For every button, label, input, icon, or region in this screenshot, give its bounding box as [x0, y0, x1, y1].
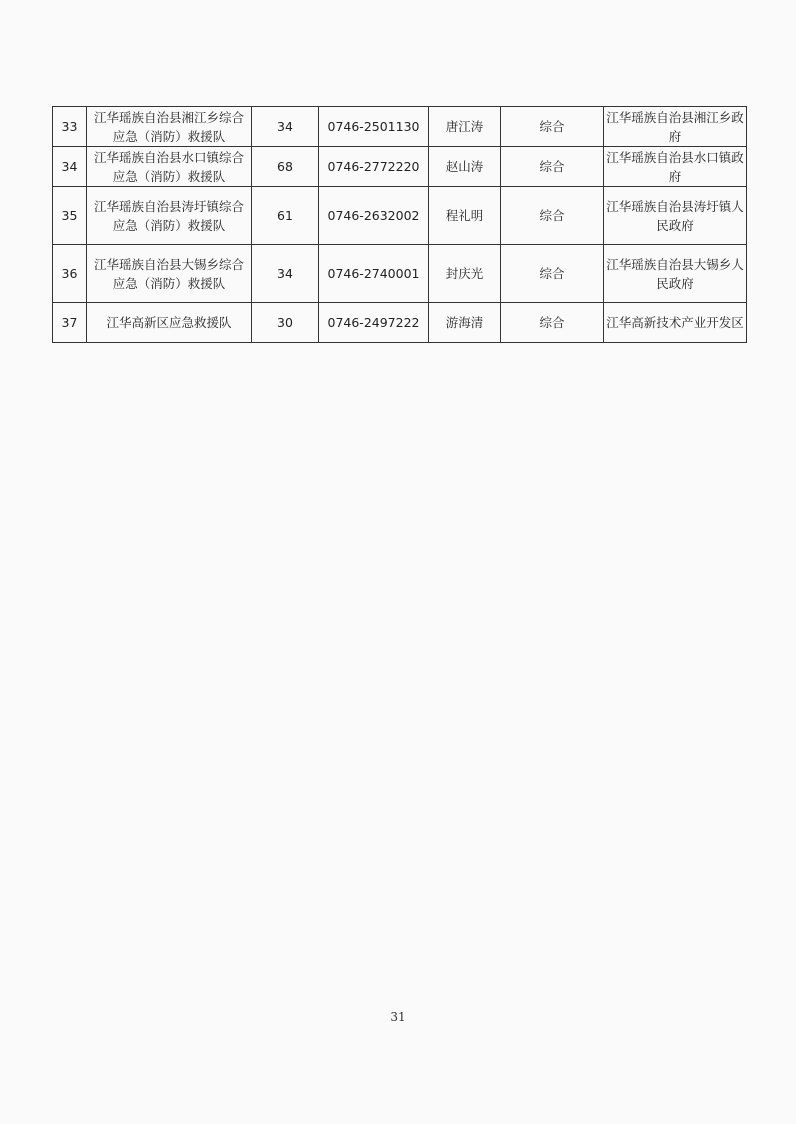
rescue-team-table [52, 106, 747, 343]
phone-number: 0746-2632002 [319, 187, 429, 245]
team-type: 综合 [501, 187, 604, 245]
table-row [53, 187, 747, 245]
contact-person: 游海清 [429, 303, 501, 343]
managing-unit: 江华瑶族自治县涛圩镇人民政府 [604, 187, 747, 245]
table-row [53, 107, 747, 147]
member-count: 34 [252, 107, 319, 147]
managing-unit: 江华瑶族自治县大锡乡人民政府 [604, 245, 747, 303]
team-type: 综合 [501, 147, 604, 187]
row-number: 34 [53, 147, 87, 187]
contact-person: 赵山涛 [429, 147, 501, 187]
member-count: 30 [252, 303, 319, 343]
phone-number: 0746-2772220 [319, 147, 429, 187]
row-number: 37 [53, 303, 87, 343]
table-row [53, 147, 747, 187]
team-name: 江华瑶族自治县大锡乡综合应急（消防）救援队 [87, 245, 252, 303]
table-row [53, 303, 747, 343]
contact-person: 封庆光 [429, 245, 501, 303]
managing-unit: 江华瑶族自治县水口镇政府 [604, 147, 747, 187]
team-name: 江华瑶族自治县水口镇综合应急（消防）救援队 [87, 147, 252, 187]
managing-unit: 江华瑶族自治县湘江乡政府 [604, 107, 747, 147]
team-type: 综合 [501, 245, 604, 303]
team-name: 江华瑶族自治县湘江乡综合应急（消防）救援队 [87, 107, 252, 147]
row-number: 35 [53, 187, 87, 245]
row-number: 33 [53, 107, 87, 147]
contact-person: 唐江涛 [429, 107, 501, 147]
team-type: 综合 [501, 303, 604, 343]
member-count: 61 [252, 187, 319, 245]
phone-number: 0746-2501130 [319, 107, 429, 147]
member-count: 68 [252, 147, 319, 187]
phone-number: 0746-2740001 [319, 245, 429, 303]
page-number: 31 [390, 1010, 406, 1024]
contact-person: 程礼明 [429, 187, 501, 245]
row-number: 36 [53, 245, 87, 303]
phone-number: 0746-2497222 [319, 303, 429, 343]
team-name: 江华高新区应急救援队 [87, 303, 252, 343]
team-name: 江华瑶族自治县涛圩镇综合应急（消防）救援队 [87, 187, 252, 245]
managing-unit: 江华高新技术产业开发区 [604, 303, 747, 343]
member-count: 34 [252, 245, 319, 303]
team-type: 综合 [501, 107, 604, 147]
table-row [53, 245, 747, 303]
